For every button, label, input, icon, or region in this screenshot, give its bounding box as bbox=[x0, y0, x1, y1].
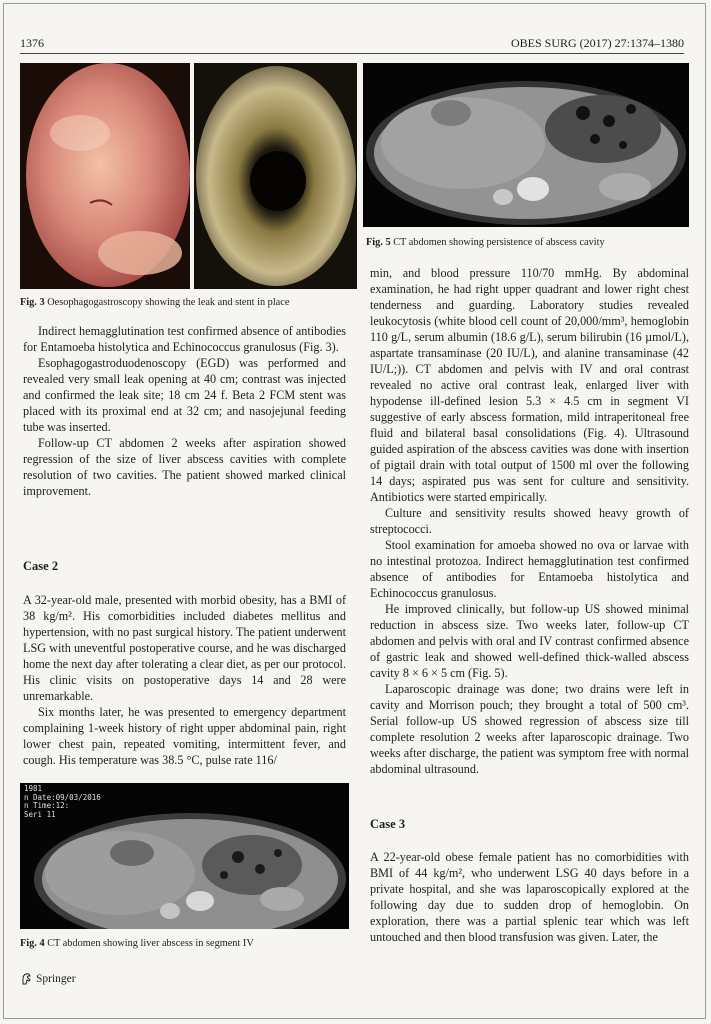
fig4-ct-image bbox=[20, 783, 349, 929]
paragraph: Laparoscopic drainage was done; two drains were left in cavity and Morrison pouch; they brought a total of 500 cm³. Serial follow-up US showed regression of abscess size till complete resolution 2 weeks after laparoscopic drainage. Two weeks after discharge, the patient was symptom free with normal abdominal ultrasound. bbox=[370, 682, 689, 776]
page-number: 1376 bbox=[20, 36, 44, 50]
overlay-line: n Date:09/03/2016 bbox=[24, 792, 101, 802]
left-column-intro bbox=[23, 323, 346, 499]
paragraph: A 22-year-old obese female patient has no comorbidities with BMI of 44 kg/m², who underwent LSG 40 days before in a private hospital, and she was laparoscopically explored at the following day due to sudden drop of hemoglobin. On exploration, there was a partial splenic tear which was left untouched and then blood transfusion was given. Later, the bbox=[370, 850, 689, 944]
case2-heading: Case 2 bbox=[23, 559, 59, 573]
fig3-endoscopy-leak-image bbox=[20, 63, 190, 289]
left-column-case2 bbox=[23, 592, 346, 768]
paragraph: Stool examination for amoeba showed no ova or larvae with no intestinal protozoa. Indirect hemagglutination test confirmed absence of antibodies for Entamoeba histolytica and Echinococcus granulosus. bbox=[370, 538, 689, 600]
fig5-caption-text: CT abdomen showing persistence of abscess cavity bbox=[393, 237, 605, 248]
header-rule bbox=[20, 53, 684, 54]
right-column-case3 bbox=[370, 849, 689, 945]
paragraph: Esophagogastroduodenoscopy (EGD) was performed and revealed very small leak opening at 40 cm; contrast was injected and confirmed the leak site; 18 cm 24 f. Beta 2 FCM stent was placed with its proximal end at 32 cm; and nasojejunal feeding tube was inserted. bbox=[23, 356, 346, 434]
paragraph: min, and blood pressure 110/70 mmHg. By abdominal examination, he had right upper quadrant and lower right chest tenderness and guarding. Laboratory studies revealed leukocytosis (white blood cell count of 20,000/mm³, hemoglobin 110 g/L, serum albumin (18.6 g/L), serum bilirubin (16 µmol/L), aspartate transaminase (20 IU/L), and alanine transaminase (42 IU/L;)). CT abdomen and pelvis with IV and oral contrast revealed no active oral contrast leak, enlarged liver with hypodense ill-defined lesion 5.3 × 4.5 cm in segment VI suggestive of early abscess formation, mild intraperitoneal free fluid and bilateral basal consolidations (Fig. 4). Ultrasound guided aspiration of the abscess cavities was done with insertion of pigtail drain with total output of 1500 ml over the following 14 days; aspirated pus was sent for culture and sensitivity. Antibiotics were started empirically. bbox=[370, 266, 689, 504]
fig4-caption-text: CT abdomen showing liver abscess in segment IV bbox=[47, 938, 254, 949]
fig4-caption bbox=[20, 937, 360, 950]
publisher-footer bbox=[20, 972, 76, 985]
right-column-case2 bbox=[370, 265, 689, 777]
paragraph: Follow-up CT abdomen 2 weeks after aspiration showed regression of the size of liver abscess cavities with complete resolution of two cavities. The patient showed marked clinical improvement. bbox=[23, 436, 346, 498]
fig3-endoscopy-stent-image bbox=[194, 63, 357, 289]
fig3-caption-text: Oesophagogastroscopy showing the leak and stent in place bbox=[47, 297, 290, 308]
fig5-label: Fig. 5 bbox=[366, 237, 391, 248]
case3-heading: Case 3 bbox=[370, 817, 406, 831]
springer-horse-icon bbox=[20, 972, 33, 985]
fig5-ct-image bbox=[363, 63, 689, 227]
publisher-name: Springer bbox=[36, 972, 76, 985]
paragraph: Six months later, he was presented to emergency department complaining 1-week history of right upper abdominal pain, right lower chest pain, repeated vomiting, intermittent fever, and cough. His temperature was 38.5 °C, pulse rate 116/ bbox=[23, 705, 346, 767]
fig4-overlay-text bbox=[24, 785, 101, 819]
paragraph: Indirect hemagglutination test confirmed absence of antibodies for Entamoeba histolytica and Echinococcus granulosus (Fig. 3). bbox=[23, 324, 346, 354]
paragraph: He improved clinically, but follow-up US showed minimal reduction in abscess size. Two weeks later, follow-up CT abdomen and pelvis with oral and IV contrast confirmed absence of gastric leak and showed well-defined thick-walled abscess cavity 8 × 6 × 5 cm (Fig. 5). bbox=[370, 602, 689, 680]
fig3-caption bbox=[20, 296, 360, 309]
paragraph: A 32-year-old male, presented with morbid obesity, has a BMI of 38 kg/m². His comorbidities included diabetes mellitus and hypertension, with no past surgical history. The patient underwent LSG with uneventful postoperative course, and he was discharged home the next day after tolerating a clear diet, as per our protocol. His clinic visits on postoperative days 14 and 28 were unremarkable. bbox=[23, 593, 346, 703]
fig4-label: Fig. 4 bbox=[20, 938, 45, 949]
overlay-line: 1981 bbox=[24, 784, 43, 793]
overlay-line: Seri 11 bbox=[24, 809, 56, 819]
overlay-line: n Time:12: bbox=[24, 801, 70, 810]
fig5-caption bbox=[366, 236, 696, 249]
fig3-label: Fig. 3 bbox=[20, 297, 45, 308]
journal-citation: OBES SURG (2017) 27:1374–1380 bbox=[510, 36, 684, 50]
paragraph: Culture and sensitivity results showed heavy growth of streptococci. bbox=[370, 506, 689, 536]
